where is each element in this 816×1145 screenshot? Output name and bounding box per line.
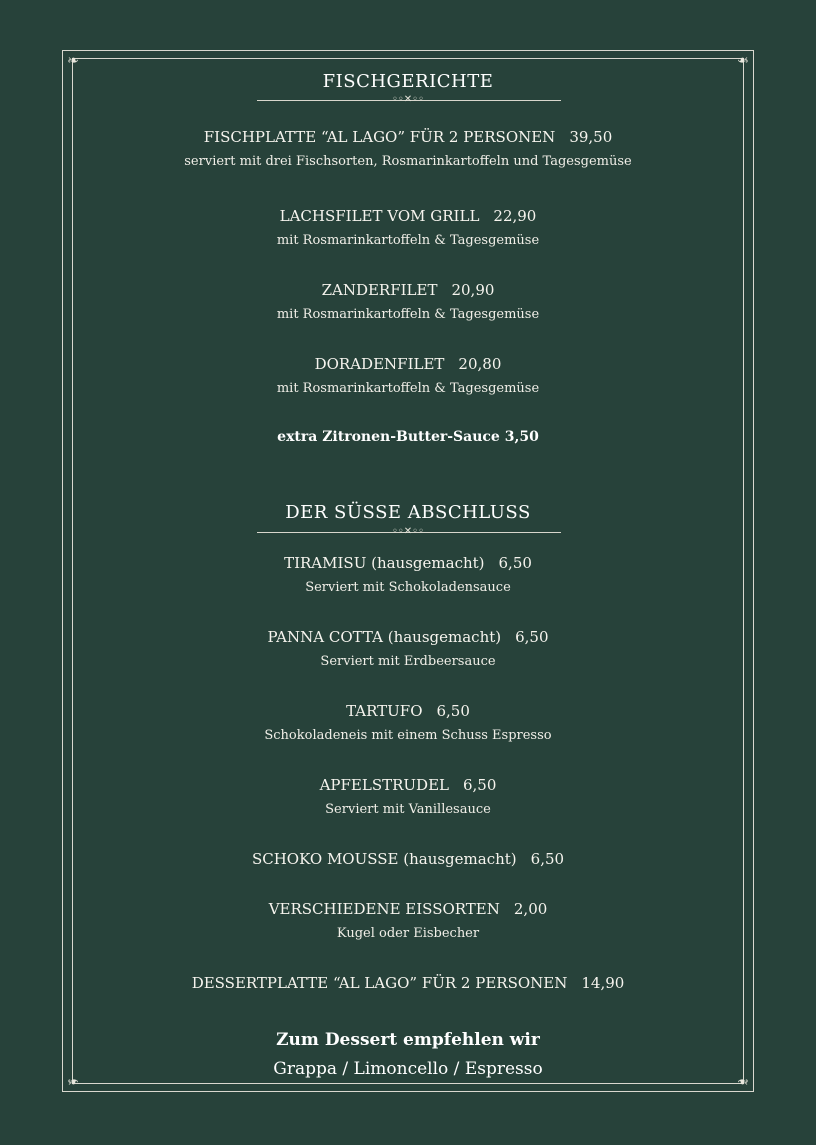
section-title-fischgerichte: FISCHGERICHTE <box>322 71 494 92</box>
menu-item-description: Serviert mit Vanillesauce <box>325 802 491 817</box>
menu-item-price: 22,90 <box>493 207 537 225</box>
menu-item-price: 2,00 <box>513 900 548 918</box>
menu-item-name: VERSCHIEDENE EISSORTEN <box>268 900 500 918</box>
menu-item-tiramisu <box>0 554 816 572</box>
menu-item-fischplatte <box>0 128 816 146</box>
menu-item-description: Kugel oder Eisbecher <box>336 926 480 941</box>
menu-item-price: 20,90 <box>451 281 495 299</box>
menu-item-dessertplatte <box>0 974 816 992</box>
menu-item-name: PANNA COTTA (hausgemacht) <box>267 628 502 646</box>
menu-item-description: mit Rosmarinkartoffeln & Tagesgemüse <box>276 307 540 322</box>
menu-item-name: DESSERTPLATTE “AL LAGO” FÜR 2 PERSONEN <box>191 974 568 992</box>
dessert-recommendation-title: Zum Dessert empfehlen wir <box>276 1030 540 1050</box>
menu-item-description: mit Rosmarinkartoffeln & Tagesgemüse <box>276 381 540 396</box>
menu-item-name: APFELSTRUDEL <box>319 776 449 794</box>
section-divider-ornament: ◦◦✕◦◦ <box>392 94 424 105</box>
menu-item-apfelstrudel <box>0 776 816 794</box>
menu-item-description: Serviert mit Erdbeersauce <box>320 654 496 669</box>
menu-item-tartufo <box>0 702 816 720</box>
menu-item-name: ZANDERFILET <box>321 281 438 299</box>
menu-item-eissorten <box>0 900 816 918</box>
menu-item-schoko-mousse <box>0 850 816 868</box>
dessert-recommendation-drinks: Grappa / Limoncello / Espresso <box>273 1059 543 1079</box>
menu-item-panna-cotta <box>0 628 816 646</box>
menu-item-price: 39,50 <box>569 128 613 146</box>
menu-item-description: Serviert mit Schokoladensauce <box>305 580 511 595</box>
menu-item-name: TARTUFO <box>346 702 423 720</box>
corner-ornament-bottom-right: ❧ <box>737 1073 749 1089</box>
menu-item-description: Schokoladeneis mit einem Schuss Espresso <box>264 728 552 743</box>
menu-item-price: 6,50 <box>530 850 565 868</box>
menu-item-price: 6,50 <box>498 554 532 572</box>
menu-item-zanderfilet <box>0 281 816 299</box>
menu-item-name: FISCHPLATTE “AL LAGO” FÜR 2 PERSONEN <box>203 128 556 146</box>
section-title-dessert: DER SÜSSE ABSCHLUSS <box>285 502 531 523</box>
menu-item-price: 6,50 <box>515 628 549 646</box>
corner-ornament-top-left: ❧ <box>67 53 79 69</box>
menu-item-name: SCHOKO MOUSSE (hausgemacht) <box>251 850 517 868</box>
menu-item-price: 14,90 <box>581 974 625 992</box>
extra-sauce-note: extra Zitronen-Butter-Sauce 3,50 <box>277 429 539 445</box>
menu-item-price: 20,80 <box>458 355 502 373</box>
menu-item-name: LACHSFILET VOM GRILL <box>279 207 480 225</box>
menu-item-name: TIRAMISU (hausgemacht) <box>284 554 485 572</box>
menu-item-description: mit Rosmarinkartoffeln & Tagesgemüse <box>276 233 540 248</box>
section-divider-ornament: ◦◦✕◦◦ <box>392 526 424 537</box>
corner-ornament-top-right: ❧ <box>737 53 749 69</box>
corner-ornament-bottom-left: ❧ <box>67 1073 79 1089</box>
menu-item-name: DORADENFILET <box>314 355 445 373</box>
menu-item-price: 6,50 <box>436 702 470 720</box>
menu-item-doradenfilet <box>0 355 816 373</box>
menu-item-lachsfilet <box>0 207 816 225</box>
menu-item-description: serviert mit drei Fischsorten, Rosmarinkartoffeln und Tagesgemüse <box>184 154 632 169</box>
menu-item-price: 6,50 <box>463 776 497 794</box>
